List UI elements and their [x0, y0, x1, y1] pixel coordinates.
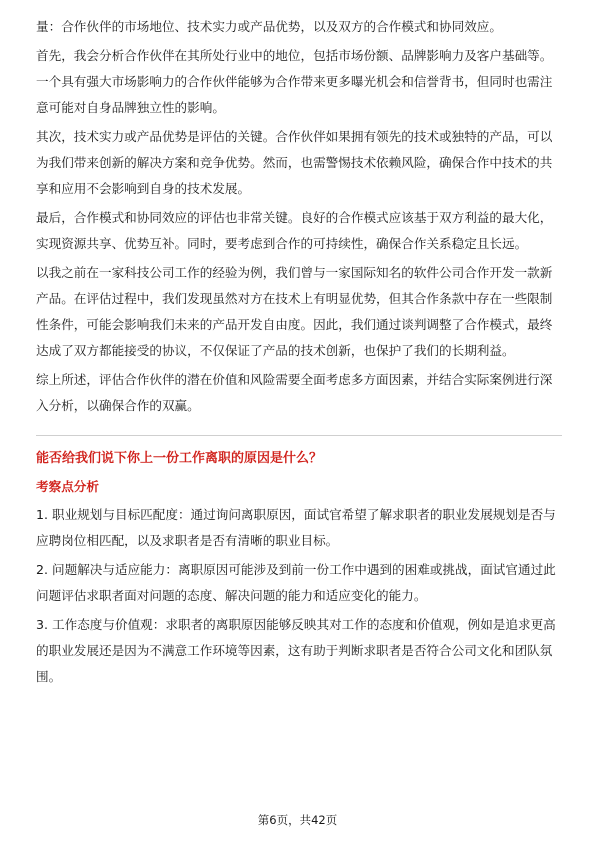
paragraph-example: 以我之前在一家科技公司工作的经验为例，我们曾与一家国际知名的软件公司合作开发一款新产品。在评估过程中，我们发现虽然对方在技术上有明显优势，但其合作条款中存在一些限制性条件，可能会影响我们未来的产品开发自由度。因此，我们通过谈判调整了合作模式，最终达成了双方都能接受的协议，不仅保证了产品的技术创新，也保护了我们的长期利益。 [36, 265, 553, 358]
paragraph-last: 最后，合作模式和协同效应的评估也非常关键。良好的合作模式应该基于双方利益的最大化，实现资源共享、优势互补。同时，要考虑到合作的可持续性，确保合作关系稳定且长远。 [36, 210, 553, 251]
paragraph-intro: 量：合作伙伴的市场地位、技术实力或产品优势，以及双方的合作模式和协同效应。 [36, 19, 502, 34]
paragraph-summary: 综上所述，评估合作伙伴的潜在价值和风险需要全面考虑多方面因素，并结合实际案例进行深入分析，以确保合作的双赢。 [36, 372, 553, 413]
page-number: 第6页，共42页 [257, 813, 338, 827]
page-content [36, 14, 562, 690]
analysis-heading: 考察点分析 [36, 479, 99, 494]
paragraph-first: 首先，我会分析合作伙伴在其所处行业中的地位，包括市场份额、品牌影响力及客户基础等。一个具有强大市场影响力的合作伙伴能够为合作带来更多曝光机会和信誉背书，但同时也需注意可能对自身品牌独立性的影响。 [36, 48, 553, 115]
analysis-point-2: 2. 问题解决与适应能力：离职原因可能涉及到前一份工作中遇到的困难或挑战，面试官通过此问题评估求职者面对问题的态度、解决问题的能力和适应变化的能力。 [36, 562, 556, 603]
analysis-point-3: 3. 工作态度与价值观：求职者的离职原因能够反映其对工作的态度和价值观，例如是追求更高的职业发展还是因为不满意工作环境等因素，这有助于判断求职者是否符合公司文化和团队氛围。 [36, 617, 556, 684]
analysis-point-1: 1. 职业规划与目标匹配度：通过询问离职原因，面试官希望了解求职者的职业发展规划是否与应聘岗位相匹配，以及求职者是否有清晰的职业目标。 [36, 507, 556, 548]
interview-question: 能否给我们说下你上一份工作离职的原因是什么？ [36, 451, 323, 466]
section-divider [36, 435, 562, 436]
paragraph-second: 其次，技术实力或产品优势是评估的关键。合作伙伴如果拥有领先的技术或独特的产品，可以为我们带来创新的解决方案和竞争优势。然而，也需警惕技术依赖风险，确保合作中技术的共享和应用不会影响到自身的技术发展。 [36, 129, 553, 196]
